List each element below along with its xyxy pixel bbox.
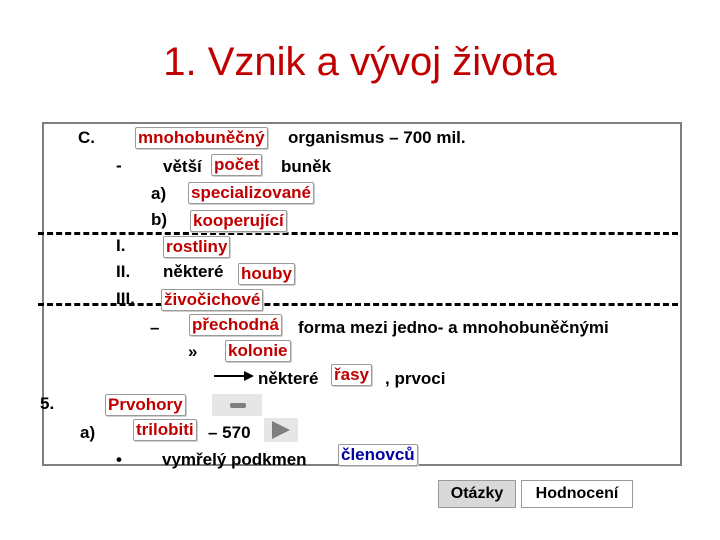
text-larger: větší [163, 157, 202, 176]
arrow-right-icon [214, 370, 254, 382]
marker-c: C. [78, 128, 95, 147]
divider-dashed-1 [38, 232, 678, 235]
term-transitional[interactable]: přechodná [189, 314, 282, 336]
marker-a: a) [151, 184, 167, 203]
term-animals[interactable]: živočichové [161, 289, 263, 311]
marker-b: b) [151, 210, 168, 229]
text-some: některé [163, 262, 224, 281]
term-trilobites[interactable]: trilobiti [133, 419, 197, 441]
play-icon [272, 421, 292, 439]
text-extinct: vymřelý podkmen [162, 450, 307, 469]
term-plants[interactable]: rostliny [163, 236, 230, 258]
marker-5: 5. [40, 394, 55, 413]
dash-2: – [150, 318, 160, 337]
text-protozoa: , prvoci [385, 369, 446, 388]
marker-a-5: a) [80, 423, 96, 442]
text-570: – 570 [208, 423, 251, 442]
minus-icon [230, 403, 246, 408]
text-cells: buněk [281, 157, 332, 176]
term-colonies[interactable]: kolonie [225, 340, 291, 362]
evaluation-button[interactable]: Hodnocení [521, 480, 633, 508]
dash-1: - [116, 156, 122, 175]
term-algae[interactable]: řasy [331, 364, 372, 386]
term-fungi[interactable]: houby [238, 263, 295, 285]
text-form: forma mezi jedno- a mnohobuněčnými [298, 318, 609, 337]
questions-button[interactable]: Otázky [438, 480, 516, 508]
roman-1: I. [116, 236, 126, 255]
term-cooperating[interactable]: kooperující [190, 210, 287, 232]
page-title: 1. Vznik a vývoj života [163, 40, 557, 84]
roman-2: II. [116, 262, 131, 281]
term-specialized[interactable]: specializované [188, 182, 314, 204]
term-multicellular[interactable]: mnohobuněčný [135, 127, 268, 149]
text-some-2: některé [258, 369, 319, 388]
thumbnail-tile-1 [212, 394, 262, 416]
term-arthropods[interactable]: členovců [338, 444, 418, 466]
bullet-marker: • [116, 450, 122, 469]
text-organism: organismus – 700 mil. [288, 128, 466, 147]
term-count[interactable]: počet [211, 154, 262, 176]
term-era[interactable]: Prvohory [105, 394, 186, 416]
roman-3: III. [116, 289, 135, 308]
play-button[interactable] [264, 418, 298, 442]
raquo-marker: » [188, 342, 198, 361]
